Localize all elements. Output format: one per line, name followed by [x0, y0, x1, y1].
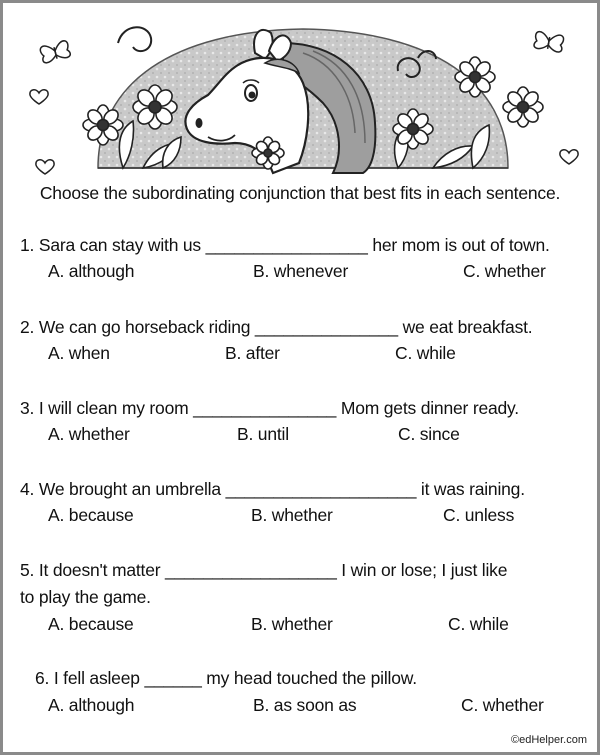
- question-1-option-a: A. although: [48, 261, 135, 281]
- question-5-option-b: B. whether: [251, 614, 333, 634]
- instructions-title: Choose the subordinating conjunction that best fits in each sentence.: [39, 183, 561, 203]
- question-6-option-c: C. whether: [461, 695, 544, 715]
- question-6-option-b: B. as soon as: [253, 695, 357, 715]
- question-5: 5. It doesn't matter __________________ I win or lose; I just like: [20, 560, 508, 580]
- question-6: 6. I fell asleep ______ my head touched the pillow.: [35, 668, 417, 688]
- question-4-option-b: B. whether: [251, 505, 333, 525]
- question-3: 3. I will clean my room _______________ Mom gets dinner ready.: [20, 398, 519, 418]
- question-4: 4. We brought an umbrella ____________________ it was raining.: [20, 479, 525, 499]
- question-6-option-a: A. although: [48, 695, 135, 715]
- copyright-footer: ©edHelper.com: [511, 734, 587, 746]
- question-4-option-c: C. unless: [443, 505, 515, 525]
- question-2-option-b: B. after: [225, 343, 280, 363]
- question-1-option-b: B. whenever: [253, 261, 349, 281]
- question-2-option-a: A. when: [48, 343, 110, 363]
- question-1-option-c: C. whether: [463, 261, 546, 281]
- question-5-option-c: C. while: [448, 614, 509, 634]
- question-5-continued: to play the game.: [20, 587, 151, 607]
- question-4-option-a: A. because: [48, 505, 134, 525]
- question-3-option-b: B. until: [237, 424, 289, 444]
- question-5-option-a: A. because: [48, 614, 134, 634]
- question-3-option-c: C. since: [398, 424, 460, 444]
- question-2-option-c: C. while: [395, 343, 456, 363]
- question-2: 2. We can go horseback riding _______________ we eat breakfast.: [20, 317, 533, 337]
- header-illustration: [3, 3, 597, 183]
- question-1: 1. Sara can stay with us _________________ her mom is out of town.: [20, 235, 550, 255]
- question-3-option-a: A. whether: [48, 424, 130, 444]
